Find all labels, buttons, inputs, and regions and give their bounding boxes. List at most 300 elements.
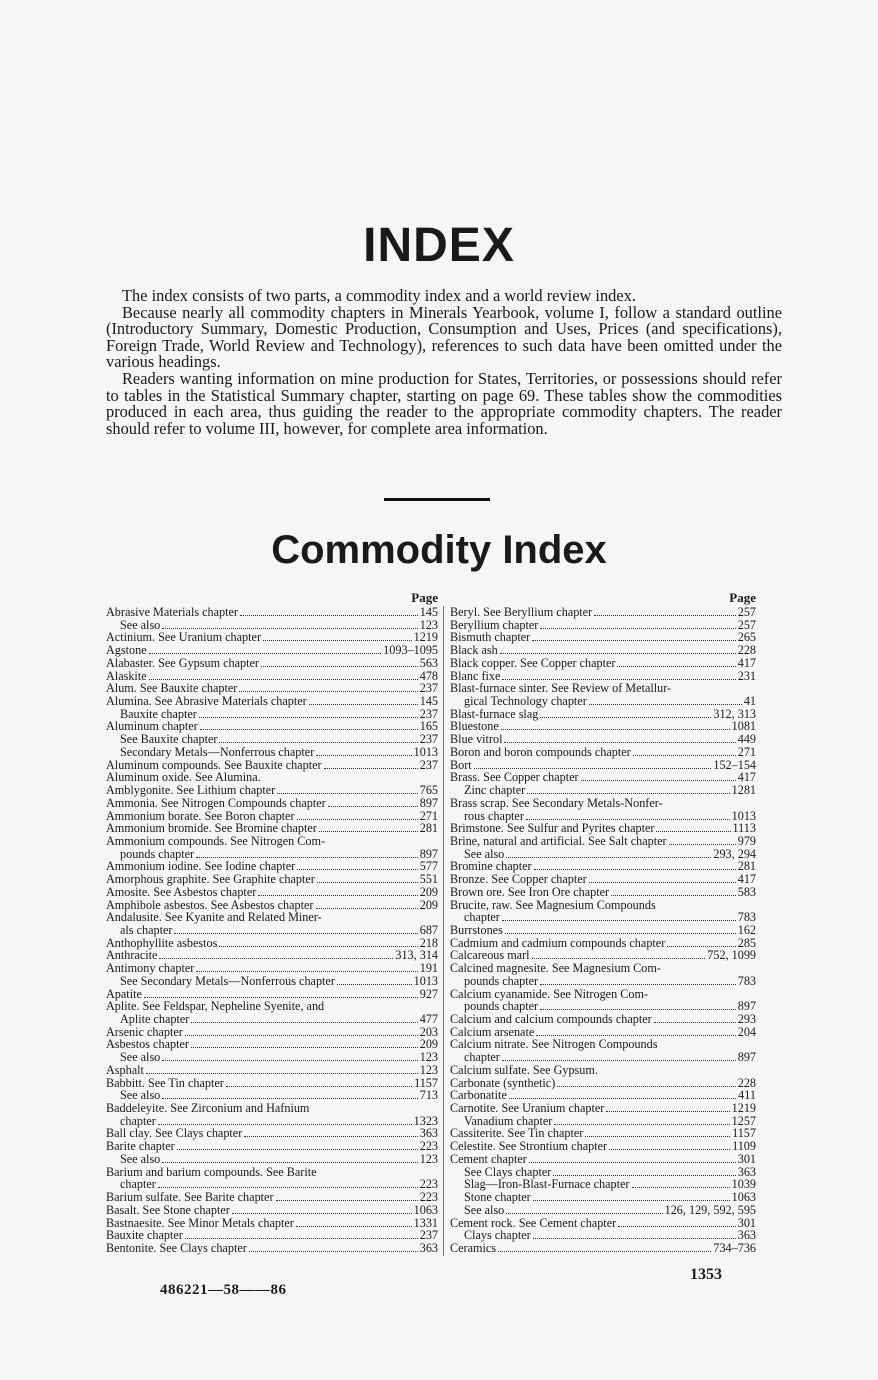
index-entry — [450, 1242, 756, 1255]
index-entry-page: 1063 — [731, 1190, 756, 1205]
index-entry — [450, 1191, 756, 1204]
index-entry-text: Brimstone. See Sulfur and Pyrites chapter — [450, 821, 655, 836]
dot-leader — [158, 1178, 418, 1188]
index-entry-page: 228 — [737, 643, 756, 658]
dot-leader — [506, 848, 711, 858]
index-entry-text: Clays chapter — [464, 1228, 531, 1243]
index-entry-text: Calcium arsenate — [450, 1024, 535, 1039]
index-entry-text: Calcined magnesite. See Magnesium Com- — [450, 961, 661, 976]
dot-leader — [658, 900, 754, 909]
index-entry-page: 281 — [419, 821, 438, 836]
index-entry — [106, 1102, 438, 1115]
dot-leader — [240, 606, 418, 616]
index-entry-text: Amphibole asbestos. See Asbestos chapter — [106, 897, 314, 912]
dot-leader — [667, 937, 735, 947]
index-entry — [450, 1102, 756, 1115]
index-entry-text: Cement chapter — [450, 1151, 527, 1166]
dot-leader — [669, 835, 736, 845]
dot-leader — [327, 836, 436, 845]
dot-leader — [600, 1065, 754, 1074]
index-entry-page: 1039 — [731, 1177, 756, 1192]
index-entry-page: 1219 — [731, 1101, 756, 1116]
dot-leader — [324, 912, 436, 921]
index-entry-text: Alumina. See Abrasive Materials chapter — [106, 694, 307, 709]
section-divider-rule — [384, 498, 490, 501]
index-entries-left — [106, 606, 438, 1255]
index-entry — [450, 1204, 756, 1217]
dot-leader — [526, 810, 730, 820]
index-entry-text: See also — [120, 617, 161, 632]
index-entry-text: Apatite — [106, 986, 142, 1001]
index-entry-text: Anthophyllite asbestos — [106, 935, 218, 950]
dot-leader — [611, 886, 736, 896]
dot-leader — [196, 962, 417, 972]
index-entry-page: 313, 314 — [395, 948, 438, 963]
index-entry-text: chapter — [120, 1177, 156, 1192]
index-entry-page: 218 — [419, 935, 438, 950]
index-entry — [450, 644, 756, 657]
index-entry-text: Agstone — [106, 643, 147, 658]
dot-leader — [540, 619, 735, 629]
index-entry — [450, 797, 756, 810]
index-entry-page: 1157 — [414, 1075, 438, 1090]
index-entry-text: Alum. See Bauxite chapter — [106, 681, 238, 696]
index-entry — [450, 733, 756, 746]
index-entry-text: Calcium sulfate. See Gypsum. — [450, 1062, 598, 1077]
dot-leader — [326, 1001, 436, 1010]
index-entry-text: Brown ore. See Iron Ore chapter — [450, 884, 610, 899]
index-entry — [450, 962, 756, 975]
dot-leader — [529, 1153, 736, 1163]
index-entry — [450, 1153, 756, 1166]
index-entry-text: Aluminum compounds. See Bauxite chapter — [106, 757, 322, 772]
index-entry-text: rous chapter — [464, 808, 524, 823]
index-entry-page: 417 — [737, 655, 756, 670]
index-entry-page: 145 — [419, 605, 438, 619]
index-entry-text: Cement rock. See Cement chapter — [450, 1215, 617, 1230]
index-entry-text: Aluminum chapter — [106, 719, 198, 734]
index-entry-text: See also — [120, 1088, 161, 1103]
dot-leader — [297, 860, 418, 870]
index-entry-text: Blast-furnace sinter. See Review of Metallur- — [450, 681, 672, 696]
index-entry-text: Bauxite chapter — [106, 1228, 183, 1243]
index-entry-text: Bismuth chapter — [450, 630, 531, 645]
index-entry-text: Cassiterite. See Tin chapter — [450, 1126, 584, 1141]
dot-leader — [249, 1242, 418, 1252]
dot-leader — [311, 1103, 436, 1112]
index-entry-page: 123 — [419, 617, 438, 632]
dot-leader — [589, 695, 742, 705]
index-entry-text: Babbitt. See Tin chapter — [106, 1075, 224, 1090]
index-entry-page: 165 — [419, 719, 438, 734]
dot-leader — [589, 873, 736, 883]
index-entry-text: Alaskite — [106, 668, 147, 683]
dot-leader — [277, 784, 417, 794]
index-entry-text: Arsenic chapter — [106, 1024, 183, 1039]
index-entry-text: Barium sulfate. See Barite chapter — [106, 1190, 274, 1205]
index-entry-text: pounds chapter — [120, 846, 195, 861]
dot-leader — [191, 1013, 417, 1023]
index-entry-text: Baddeleyite. See Zirconium and Hafnium — [106, 1101, 310, 1116]
index-entry-page: 1257 — [731, 1113, 756, 1128]
index-entry-text: See Bauxite chapter — [120, 732, 218, 747]
dot-leader — [527, 784, 729, 794]
index-entry — [450, 1013, 756, 1026]
index-entry-text: Amorphous graphite. See Graphite chapter — [106, 872, 315, 887]
index-entry-page: 257 — [737, 605, 756, 619]
dot-leader — [328, 797, 418, 807]
index-entry — [106, 886, 438, 899]
index-entry-text: Anthracite — [106, 948, 158, 963]
index-entry — [106, 797, 438, 810]
index-entry-page: 363 — [419, 1126, 438, 1141]
dot-leader — [232, 1204, 412, 1214]
dot-leader — [297, 810, 418, 820]
index-entry-text: Bromine chapter — [450, 859, 532, 874]
index-entry-page: 41 — [743, 694, 756, 709]
index-entry-text: Ammonium compounds. See Nitrogen Com- — [106, 833, 326, 848]
index-entry — [106, 1051, 438, 1064]
index-entry-page: 301 — [737, 1151, 756, 1166]
index-entry-page: 1157 — [732, 1126, 756, 1141]
index-entry-page: 417 — [737, 872, 756, 887]
dot-leader — [660, 1039, 755, 1048]
dot-leader — [506, 1204, 662, 1214]
index-entry — [450, 784, 756, 797]
intro-paragraph-1: The index consists of two parts, a commodity index and a world review index. — [122, 286, 636, 305]
dot-leader — [263, 631, 412, 641]
dot-leader — [296, 1217, 412, 1227]
dot-leader — [532, 631, 736, 641]
index-entry-text: Black copper. See Copper chapter — [450, 655, 616, 670]
dot-leader — [533, 1191, 730, 1201]
index-entry-text: Bort — [450, 757, 472, 772]
index-entry-text: Calcium cyanamide. See Nitrogen Com- — [450, 986, 648, 1001]
dot-leader — [594, 606, 736, 616]
dot-leader — [534, 860, 736, 870]
dot-leader — [606, 1102, 729, 1112]
page-title: INDEX — [363, 219, 515, 272]
index-entry — [106, 835, 438, 848]
index-entry-page: 477 — [419, 1012, 438, 1026]
index-entry-text: Carnotite. See Uranium chapter — [450, 1101, 605, 1116]
dot-leader — [316, 899, 418, 909]
index-entry — [106, 746, 438, 759]
index-entry — [106, 924, 438, 937]
index-entry — [450, 746, 756, 759]
dot-leader — [199, 708, 418, 718]
page-number: 1353 — [690, 1266, 722, 1283]
index-entry — [450, 606, 756, 619]
index-entry-page: 897 — [737, 999, 756, 1014]
dot-leader — [276, 1191, 418, 1201]
index-entry-page: 927 — [419, 986, 438, 1001]
index-entry-page: 231 — [737, 668, 756, 683]
index-entry-page: 1331 — [413, 1215, 438, 1230]
dot-leader — [244, 1127, 417, 1137]
index-entry-text: Zinc chapter — [464, 783, 526, 798]
index-entry-page: 551 — [419, 872, 438, 887]
index-entry — [450, 924, 756, 937]
dot-leader — [633, 746, 736, 756]
index-entry-page: 687 — [419, 922, 438, 937]
index-entry — [450, 835, 756, 848]
intro-paragraph-3: Readers wanting information on mine production for States, Territories, or possessions should refer to tables in the Statistical Summary chapter, starting on page 69. These tables show the commodities produced in each area, thus guiding the reader to the appropriate commodity chapters. The reader should refer to volume III, however, for complete area information. — [106, 368, 782, 438]
dot-leader — [185, 1026, 418, 1036]
index-entry — [106, 1064, 438, 1077]
index-entry-page: 783 — [737, 910, 756, 925]
column-divider — [443, 606, 444, 1256]
index-entry-page: 363 — [737, 1164, 756, 1179]
index-entry-text: Ammonium bromide. See Bromine chapter — [106, 821, 317, 836]
dot-leader — [502, 911, 736, 921]
dot-leader — [200, 720, 418, 730]
index-entry-text: Amosite. See Asbestos chapter — [106, 884, 257, 899]
dot-leader — [162, 1153, 417, 1163]
index-entry-text: Bastnaesite. See Minor Metals chapter — [106, 1215, 294, 1230]
index-entry-page: 449 — [737, 732, 756, 747]
index-entry — [450, 1140, 756, 1153]
index-entry-text: Vanadium chapter — [464, 1113, 553, 1128]
index-entry-page: 1093–1095 — [383, 643, 438, 658]
index-entry-page: 223 — [419, 1139, 438, 1154]
index-entry-page: 563 — [419, 655, 438, 670]
index-entry — [106, 873, 438, 886]
dot-leader — [319, 822, 418, 832]
index-entry — [450, 975, 756, 988]
index-entry-text: Blue vitrol — [450, 732, 503, 747]
dot-leader — [581, 771, 736, 781]
dot-leader — [162, 1051, 417, 1061]
index-entry-page: 783 — [737, 973, 756, 988]
index-entry-text: chapter — [120, 1113, 156, 1128]
index-entry-page: 293 — [737, 1012, 756, 1026]
dot-leader — [533, 1229, 736, 1239]
index-entry-text: Ammonium iodine. See Iodine chapter — [106, 859, 296, 874]
index-entry-text: Stone chapter — [464, 1190, 531, 1205]
index-entry-page: 257 — [737, 617, 756, 632]
index-entry-text: Blast-furnace slag — [450, 706, 539, 721]
dot-leader — [654, 1013, 736, 1023]
index-entry-text: Ammonia. See Nitrogen Compounds chapter — [106, 795, 326, 810]
page-column-header: Page — [729, 590, 756, 605]
index-entry-text: Carbonatite — [450, 1088, 507, 1103]
index-entry-text: Ball clay. See Clays chapter — [106, 1126, 243, 1141]
index-entry-page: 979 — [737, 833, 756, 848]
dot-leader — [540, 708, 711, 718]
index-entry-text: Slag—Iron-Blast-Furnace chapter — [464, 1177, 630, 1192]
index-entry-text: Amblygonite. See Lithium chapter — [106, 783, 276, 798]
index-entry-page: 1281 — [731, 783, 756, 798]
dot-leader — [532, 949, 706, 959]
index-entry-text: See also — [120, 1050, 161, 1065]
dot-leader — [309, 695, 418, 705]
dot-leader — [656, 822, 730, 832]
index-entry-page: 752, 1099 — [707, 948, 756, 963]
index-entry-text: Brine, natural and artificial. See Salt chapter — [450, 833, 667, 848]
dot-leader — [324, 759, 418, 769]
index-entry-text: Basalt. See Stone chapter — [106, 1202, 230, 1217]
index-entry-text: als chapter — [120, 922, 173, 937]
index-entry-text: Black ash — [450, 643, 498, 658]
index-entry-page: 237 — [419, 706, 438, 721]
index-entry-page: 301 — [737, 1215, 756, 1230]
dot-leader — [146, 1064, 418, 1074]
index-column-left — [106, 590, 438, 1255]
index-entry-text: gical Technology chapter — [464, 694, 587, 709]
index-entry — [106, 975, 438, 988]
index-entry-page: 191 — [419, 961, 438, 976]
index-entry-page: 237 — [419, 1228, 438, 1243]
dot-leader — [174, 924, 417, 934]
index-entry-page: 162 — [737, 922, 756, 937]
index-entry-text: Ceramics — [450, 1240, 497, 1255]
dot-leader — [504, 733, 735, 743]
dot-leader — [500, 644, 736, 654]
index-entry-text: See Secondary Metals—Nonferrous chapter — [120, 973, 335, 988]
dot-leader — [316, 746, 411, 756]
index-entry — [106, 1191, 438, 1204]
index-entry-text: Antimony chapter — [106, 961, 195, 976]
intro-text — [106, 288, 782, 437]
index-entry — [106, 1013, 438, 1026]
dot-leader — [162, 619, 417, 629]
index-entry — [106, 784, 438, 797]
dot-leader — [261, 657, 418, 667]
index-entry-text: Bluestone — [450, 719, 499, 734]
index-entry-page: 765 — [419, 783, 438, 798]
index-entry-text: Andalusite. See Kyanite and Related Miner- — [106, 910, 322, 925]
index-entry-page: 123 — [419, 1050, 438, 1065]
dot-leader — [540, 975, 736, 985]
index-entry-text: Bentonite. See Clays chapter — [106, 1240, 247, 1255]
dot-leader — [239, 682, 417, 692]
index-entry-text: Burrstones — [450, 922, 503, 937]
index-entry-text: Blanc fixe — [450, 668, 501, 683]
index-entry-page: 285 — [737, 935, 756, 950]
index-entry-page: 204 — [737, 1024, 756, 1039]
index-entry — [450, 695, 756, 708]
index-entry-text: Barium and barium compounds. See Barite — [106, 1164, 317, 1179]
index-entry — [106, 1242, 438, 1255]
dot-leader — [158, 1115, 412, 1125]
index-entry-page: 152–154 — [713, 757, 756, 772]
dot-leader — [149, 644, 382, 654]
index-entry-page: 583 — [737, 884, 756, 899]
section-title: Commodity Index — [271, 528, 607, 572]
dot-leader — [219, 733, 417, 743]
index-entry-page: 897 — [737, 1050, 756, 1065]
index-entry-page: 411 — [738, 1088, 756, 1103]
index-entries-right — [450, 606, 756, 1255]
index-entry-page: 223 — [419, 1190, 438, 1205]
index-entry-page: 209 — [419, 897, 438, 912]
index-entry-page: 228 — [737, 1075, 756, 1090]
index-entry-text: Aplite chapter — [120, 1012, 190, 1026]
index-entry-text: Calcium nitrate. See Nitrogen Compounds — [450, 1037, 658, 1052]
dot-leader — [502, 1051, 736, 1061]
dot-leader — [501, 720, 730, 730]
dot-leader — [226, 1077, 412, 1087]
index-entry-text: See also — [464, 846, 505, 861]
index-entry-text: Calcium and calcium compounds chapter — [450, 1012, 652, 1026]
index-entry-page: 1109 — [732, 1139, 756, 1154]
index-entry-text: Aluminum oxide. See Alumina. — [106, 770, 261, 785]
print-code: 486221—58——86 — [160, 1282, 287, 1298]
index-entry-page: 265 — [737, 630, 756, 645]
dot-leader — [149, 670, 418, 680]
index-column-right — [450, 590, 756, 1255]
index-entry-text: Barite chapter — [106, 1139, 175, 1154]
dot-leader — [258, 886, 417, 896]
index-entry-text: See Clays chapter — [464, 1164, 552, 1179]
index-entry-page: 271 — [737, 744, 756, 759]
index-entry — [106, 1153, 438, 1166]
dot-leader — [509, 1089, 736, 1099]
index-entry-text: Aplite. See Feldspar, Nepheline Syenite, and — [106, 999, 325, 1014]
dot-leader — [498, 1242, 711, 1252]
index-entry-text: pounds chapter — [464, 999, 539, 1014]
index-entry — [106, 657, 438, 670]
index-entry-page: 1113 — [732, 821, 756, 836]
index-entry-page: 237 — [419, 681, 438, 696]
dot-leader — [337, 975, 412, 985]
index-entry-page: 897 — [419, 795, 438, 810]
index-entry-text: Bronze. See Copper chapter — [450, 872, 587, 887]
index-entry-page: 281 — [737, 859, 756, 874]
dot-leader — [554, 1115, 729, 1125]
index-entry-page: 271 — [419, 808, 438, 823]
dot-leader — [609, 1140, 730, 1150]
index-entry-text: Celestite. See Strontium chapter — [450, 1139, 608, 1154]
index-entry-text: Ammonium borate. See Boron chapter — [106, 808, 295, 823]
dot-leader — [540, 1000, 736, 1010]
index-entry-text: Abrasive Materials chapter — [106, 605, 238, 619]
index-entry — [106, 962, 438, 975]
page-column-header: Page — [411, 590, 438, 605]
dot-leader — [665, 798, 754, 807]
dot-leader — [632, 1178, 730, 1188]
dot-leader — [505, 924, 736, 934]
index-entry — [106, 1204, 438, 1217]
dot-leader — [185, 1229, 418, 1239]
dot-leader — [663, 963, 754, 972]
dot-leader — [502, 670, 735, 680]
index-entry — [450, 1064, 756, 1077]
index-entry-text: pounds chapter — [464, 973, 539, 988]
dot-leader — [673, 683, 754, 692]
dot-leader — [159, 949, 393, 959]
index-entry — [106, 695, 438, 708]
dot-leader — [219, 937, 417, 947]
index-entry-text: Actinium. See Uranium chapter — [106, 630, 262, 645]
index-entry — [450, 873, 756, 886]
index-entry-page: 1013 — [413, 973, 438, 988]
index-entry-text: Asphalt — [106, 1062, 144, 1077]
index-entry-page: 293, 294 — [713, 846, 756, 861]
index-entry-page: 713 — [419, 1088, 438, 1103]
index-entry-page: 734–736 — [713, 1240, 756, 1255]
dot-leader — [553, 1166, 735, 1176]
index-entry-text: Brass scrap. See Secondary Metals-Nonfer- — [450, 795, 663, 810]
index-entry-page: 1323 — [413, 1113, 438, 1128]
index-entry — [450, 886, 756, 899]
index-entry-page: 237 — [419, 732, 438, 747]
dot-leader — [263, 772, 436, 781]
index-entry-text: Boron and boron compounds chapter — [450, 744, 631, 759]
index-entry-text: Brucite, raw. See Magnesium Compounds — [450, 897, 656, 912]
index-entry-text: Beryllium chapter — [450, 617, 539, 632]
